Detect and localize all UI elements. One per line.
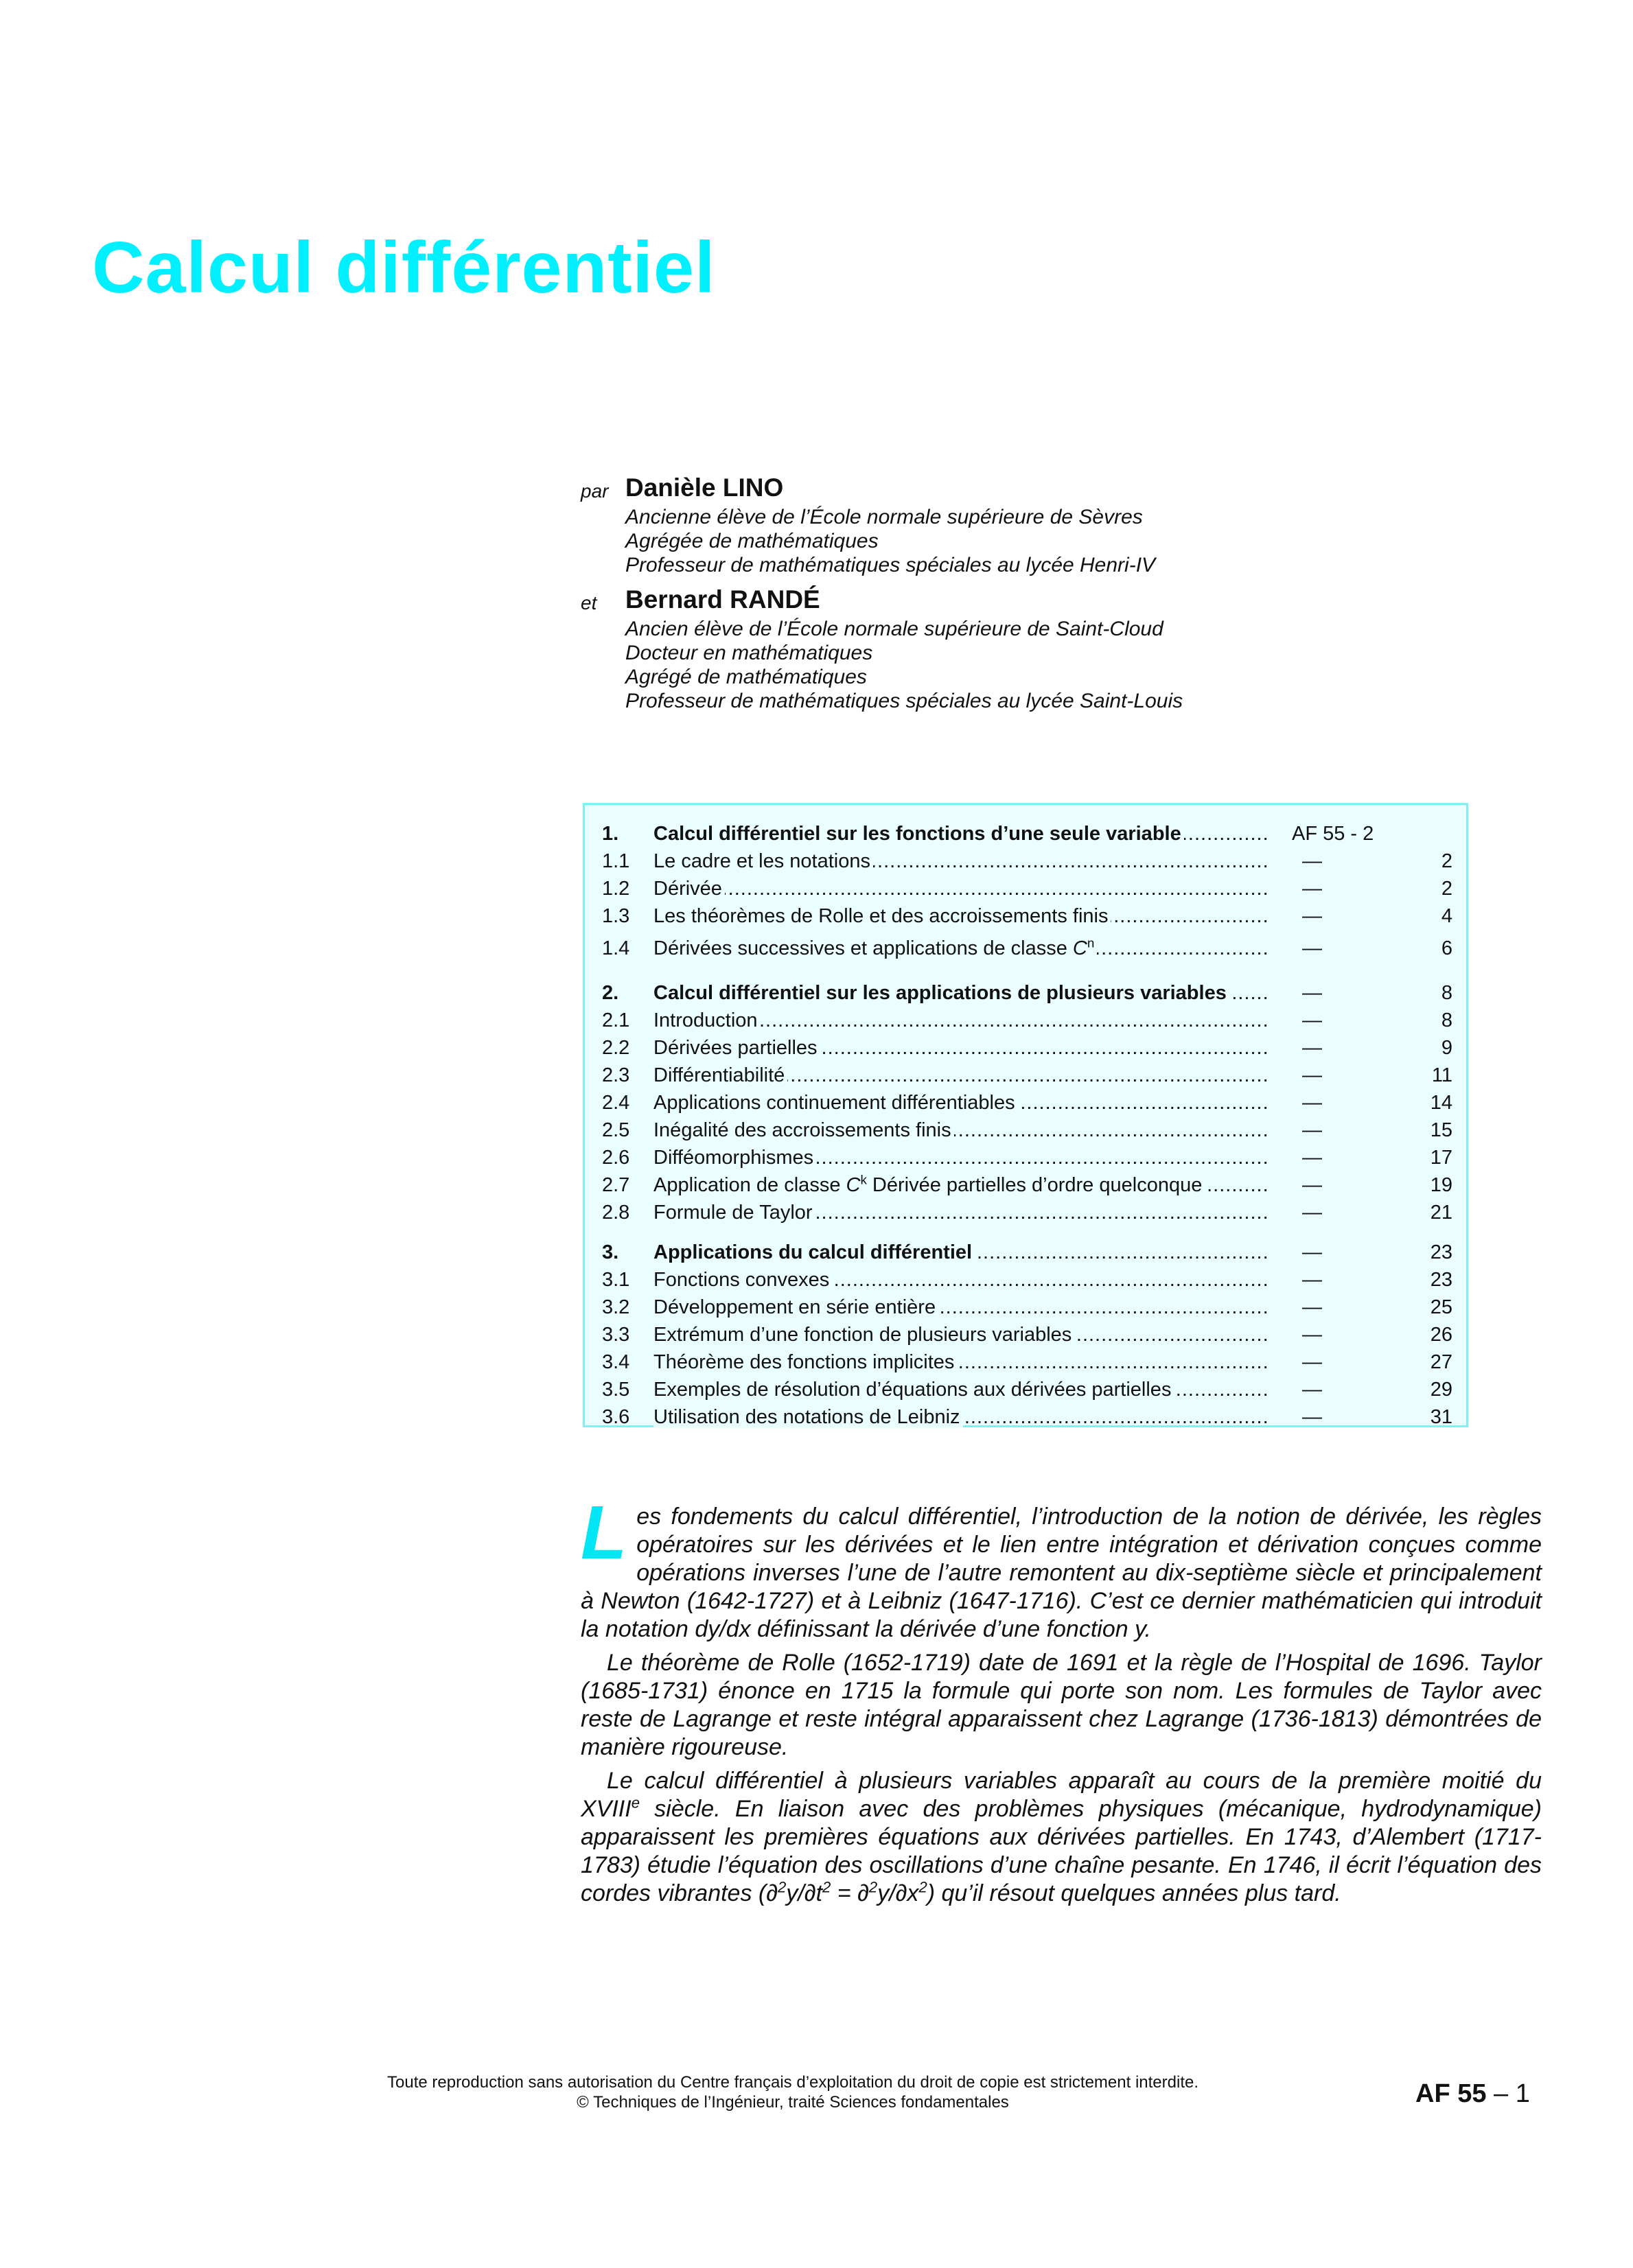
toc-title (653, 1144, 1268, 1171)
intro-paragraph-2: Le théorème de Rolle (1652-1719) date de 1691 et la règle de l’Hospital de 1696. Taylor (1685-1731) énonce en 1715 la formule qui porte son nom. Les formules de Taylor avec reste de Lagrange et reste intégral apparaissent chez Lagrange (1736-1813) démontrées de manière rigoureuse. (581, 1650, 1542, 1760)
toc-title-text: Inégalité des accroissements finis (653, 1119, 951, 1141)
toc-page-number: 25 (1430, 1296, 1452, 1318)
toc-row (585, 1034, 1466, 1062)
intro-text: y/∂x (877, 1880, 919, 1906)
toc-title-text: Théorème des fonctions implicites (653, 1351, 955, 1373)
toc-page-number: 23 (1430, 1241, 1452, 1263)
toc-row (585, 1199, 1466, 1226)
toc-number: 3.4 (602, 1351, 630, 1373)
toc-math-sup: k (860, 1172, 867, 1187)
toc-page-number: 9 (1441, 1037, 1452, 1059)
toc-row (585, 930, 1466, 967)
toc-title-text: Calcul différentiel sur les fonctions d’une seule variable (653, 823, 1181, 845)
toc-title (653, 820, 1268, 847)
author-prefix: et (581, 592, 597, 613)
author-credential: Agrégée de mathématiques (625, 530, 879, 552)
toc-number: 1.1 (602, 850, 630, 872)
intro-text: y/∂t (786, 1880, 823, 1906)
toc-row (585, 1321, 1466, 1348)
toc-page-number: 31 (1430, 1406, 1452, 1428)
page-reference (1415, 2079, 1530, 2109)
toc-reference: — (1302, 1241, 1322, 1263)
toc-reference: — (1302, 1269, 1322, 1291)
toc-title-text: Développement en série entière (653, 1296, 936, 1318)
toc-number: 1. (602, 823, 619, 845)
toc-section-row (585, 820, 1466, 847)
intro-text: = ∂ (831, 1880, 869, 1906)
toc-title-text: Extrémum d’une fonction de plusieurs variables (653, 1324, 1072, 1346)
toc-row (585, 1376, 1466, 1403)
toc-title (653, 1376, 1268, 1403)
toc-number: 3.6 (602, 1406, 630, 1428)
toc-page-number: 8 (1441, 982, 1452, 1004)
toc-page-number: 21 (1430, 1202, 1452, 1224)
table-of-contents (583, 803, 1468, 1427)
author-credential: Ancien élève de l’École normale supérieure de Saint-Cloud (625, 618, 1163, 640)
toc-reference: — (1302, 1064, 1322, 1086)
toc-page-number: 17 (1430, 1147, 1452, 1169)
toc-title-text: Application de classe (653, 1174, 846, 1196)
intro-sup: 2 (918, 1878, 927, 1896)
page-title: Calcul différentiel (92, 227, 716, 308)
toc-row (585, 1144, 1466, 1171)
toc-reference: — (1302, 1037, 1322, 1059)
toc-title-text: Dérivées successives et applications de classe (653, 937, 1073, 959)
toc-reference: — (1302, 878, 1322, 900)
author-credential: Professeur de mathématiques spéciales au lycée Saint-Louis (625, 690, 1183, 712)
intro-text: es fondements du calcul différentiel, l’introduction de la notion de dérivée, les règles opératoires sur les dérivées et le lien entre intégration et dérivation conçues comme opérations inverses l’une de l’autre remontent au dix-septième siècle et principalement à Newton (1642-1727) et à Leibniz (1647-1716). C’est ce dernier mathématicien qui introduit la notation dy/dx définissant la dérivée d’une fonction y. (581, 1504, 1542, 1642)
authors-block (581, 474, 1542, 721)
toc-row (585, 1171, 1466, 1199)
toc-title (653, 1007, 1268, 1034)
toc-number: 3. (602, 1241, 619, 1263)
toc-page-number: 26 (1430, 1324, 1452, 1346)
author-lino (581, 474, 1542, 577)
toc-title (653, 979, 1268, 1007)
toc-math: C (1072, 937, 1087, 959)
toc-title (653, 1348, 1268, 1376)
toc-title (653, 1117, 1268, 1144)
toc-reference: — (1302, 1324, 1322, 1346)
toc-title-text: Formule de Taylor (653, 1202, 813, 1224)
toc-section-row (585, 979, 1466, 1007)
toc-reference: — (1302, 1406, 1322, 1428)
toc-number: 2.1 (602, 1009, 630, 1031)
intro-paragraph-1 (581, 1490, 1542, 1644)
toc-reference: — (1302, 1202, 1322, 1224)
author-credential: Professeur de mathématiques spéciales au lycée Henri-IV (625, 554, 1156, 576)
author-credential: Ancienne élève de l’École normale supérieure de Sèvres (625, 506, 1143, 528)
toc-title (653, 1403, 1268, 1431)
toc-page-number: 11 (1431, 1064, 1452, 1086)
toc-number: 2.4 (602, 1092, 630, 1114)
toc-reference: — (1302, 1379, 1322, 1401)
toc-title (653, 875, 1268, 902)
author-credential: Agrégé de mathématiques (625, 666, 867, 688)
toc-title (653, 1294, 1268, 1321)
toc-title (653, 1089, 1268, 1117)
toc-math: C (846, 1174, 861, 1196)
toc-page-number: 2 (1441, 878, 1452, 900)
toc-row (585, 1348, 1466, 1376)
toc-number: 3.5 (602, 1379, 630, 1401)
toc-page-number: 19 (1430, 1174, 1452, 1196)
toc-title-text: Difféomorphismes (653, 1147, 814, 1169)
toc-title (653, 1321, 1268, 1348)
toc-reference: — (1302, 905, 1322, 927)
drop-cap: L (581, 1490, 627, 1575)
toc-title (653, 847, 1268, 875)
toc-number: 1.4 (602, 937, 630, 959)
toc-title-text: Fonctions convexes (653, 1269, 830, 1291)
intro-sup: 2 (778, 1878, 787, 1896)
toc-number: 3.1 (602, 1269, 630, 1291)
toc-number: 1.2 (602, 878, 630, 900)
toc-page-number: 15 (1430, 1119, 1452, 1141)
toc-page-number: 6 (1441, 937, 1452, 959)
toc-title-text: Dérivée partielles d’ordre quelconque (866, 1174, 1203, 1196)
toc-number: 2. (602, 982, 619, 1004)
toc-reference: — (1302, 937, 1322, 959)
author-name: Bernard RANDÉ (625, 585, 820, 613)
toc-number: 2.5 (602, 1119, 630, 1141)
introduction (581, 1490, 1542, 1913)
toc-reference: — (1302, 1174, 1322, 1196)
toc-row (585, 1007, 1466, 1034)
toc-page-number: 29 (1430, 1379, 1452, 1401)
toc-row (585, 1403, 1466, 1431)
toc-title (653, 1171, 1268, 1199)
toc-title-text: Introduction (653, 1009, 758, 1031)
toc-number: 2.2 (602, 1037, 630, 1059)
intro-text: ) qu’il résout quelques années plus tard. (927, 1880, 1341, 1906)
toc-math-sup: n (1087, 935, 1095, 950)
toc-reference: — (1302, 1092, 1322, 1114)
page-number: – 1 (1486, 2079, 1530, 2108)
author-prefix: par (581, 480, 609, 502)
toc-row (585, 1117, 1466, 1144)
toc-page-number: 27 (1430, 1351, 1452, 1373)
footer-line: Toute reproduction sans autorisation du Centre français d’exploitation du droit de copie est strictement interdite. (387, 2073, 1198, 2092)
toc-title-text: Applications continuement différentiables (653, 1092, 1015, 1114)
toc-reference: — (1302, 982, 1322, 1004)
toc-number: 2.8 (602, 1202, 630, 1224)
toc-title (653, 1266, 1268, 1294)
toc-title (653, 902, 1268, 930)
toc-page-number: 14 (1430, 1092, 1452, 1114)
toc-page-number: 4 (1441, 905, 1452, 927)
toc-title-text: Le cadre et les notations (653, 850, 870, 872)
intro-paragraph-3 (581, 1767, 1542, 1908)
toc-row (585, 1062, 1466, 1089)
toc-page-number: 8 (1441, 1009, 1452, 1031)
toc-row (585, 847, 1466, 875)
toc-title-text: Utilisation des notations de Leibniz (653, 1406, 960, 1428)
toc-number: 1.3 (602, 905, 630, 927)
intro-text: siècle. En liaison avec des problèmes physiques (mécanique, hydrodynamique) apparaissent les premières équations aux dérivées partielles. En 1743, d’Alembert (1717-1783) étudie l’équation des oscillations d’une chaîne pesante. En 1746, il écrit l’équation des cordes vibrantes (∂ (581, 1796, 1542, 1906)
toc-title-text: Dérivées partielles (653, 1037, 818, 1059)
copyright-footer (227, 2072, 1359, 2112)
toc-reference: — (1302, 1296, 1322, 1318)
toc-reference: AF 55 - 2 (1292, 823, 1374, 845)
toc-number: 3.2 (602, 1296, 630, 1318)
toc-number: 3.3 (602, 1324, 630, 1346)
toc-number: 2.3 (602, 1064, 630, 1086)
toc-title (653, 930, 1268, 967)
toc-title-text: Dérivée (653, 878, 722, 900)
toc-row (585, 1089, 1466, 1117)
toc-title (653, 1239, 1268, 1266)
toc-row (585, 902, 1466, 930)
doc-code: AF 55 (1415, 2079, 1487, 2108)
toc-title-text: Exemples de résolution d’équations aux dérivées partielles (653, 1379, 1172, 1401)
intro-sup: e (631, 1794, 640, 1812)
toc-page-number: 2 (1441, 850, 1452, 872)
toc-page-number: 23 (1430, 1269, 1452, 1291)
toc-title (653, 1199, 1268, 1226)
toc-section-row (585, 1239, 1466, 1266)
author-name: Danièle LINO (625, 474, 784, 502)
intro-sup: 2 (868, 1878, 878, 1896)
toc-reference: — (1302, 850, 1322, 872)
toc-title-text: Calcul différentiel sur les applications de plusieurs variables (653, 982, 1227, 1004)
footer-line: © Techniques de l’Ingénieur, traité Sciences fondamentales (577, 2093, 1009, 2112)
toc-title-text: Différentiabilité (653, 1064, 785, 1086)
toc-reference: — (1302, 1147, 1322, 1169)
toc-row (585, 875, 1466, 902)
author-credential: Docteur en mathématiques (625, 642, 873, 664)
toc-reference: — (1302, 1009, 1322, 1031)
toc-reference: — (1302, 1119, 1322, 1141)
intro-text: Le calcul différentiel à plusieurs variables apparaît au cours de la première moitié du XVIII (581, 1768, 1542, 1822)
toc-row (585, 1294, 1466, 1321)
toc-title-text: Les théorèmes de Rolle et des accroissements finis (653, 905, 1109, 927)
toc-title (653, 1034, 1268, 1062)
toc-number: 2.7 (602, 1174, 630, 1196)
toc-title-text: Applications du calcul différentiel (653, 1241, 973, 1263)
toc-row (585, 1266, 1466, 1294)
toc-title (653, 1062, 1268, 1089)
toc-reference: — (1302, 1351, 1322, 1373)
intro-sup: 2 (822, 1878, 831, 1896)
toc-number: 2.6 (602, 1147, 630, 1169)
author-rande (581, 585, 1542, 713)
